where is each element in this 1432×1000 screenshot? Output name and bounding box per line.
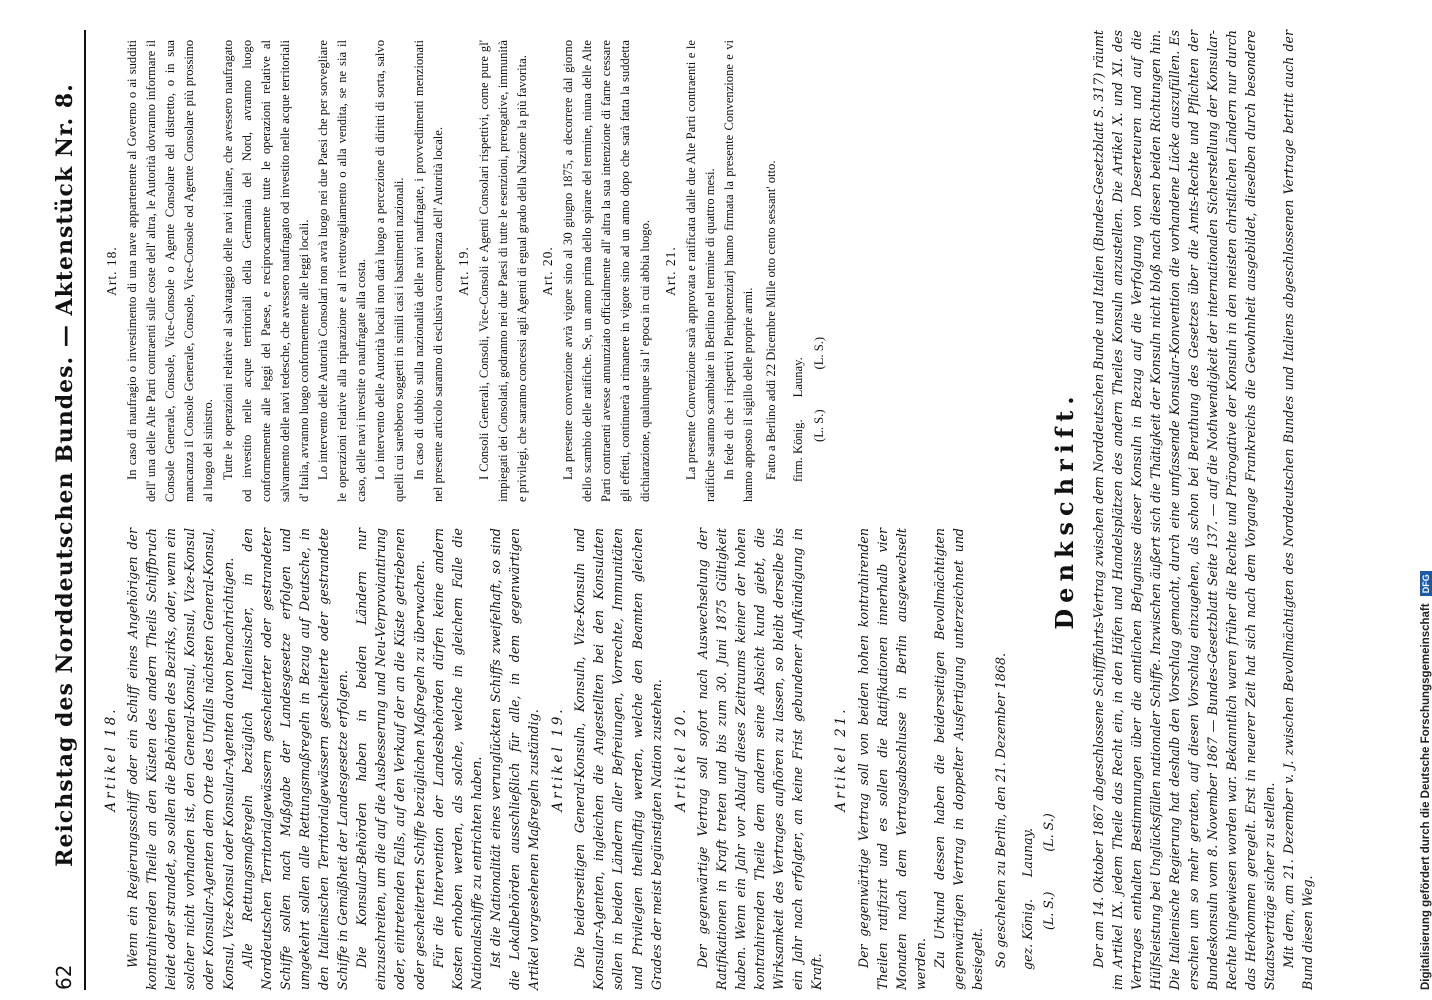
denkschrift-paragraph: Mit dem, am 21. Dezember v. J. zwischen Bevollmächtigten des Norddeutschen Bundes und Italiens abgeschlossenen Vertrage betritt auch der Bund diesen Weg.	[1281, 30, 1315, 990]
german-paragraph: Zu Urkund dessen haben die beiderseitigen Bevollmächtigten gegenwärtigen Vertrag in doppelter Ausfertigung unterzeichnet und besiegelt.	[931, 528, 986, 990]
seal-mark: (L. S.)	[812, 409, 827, 442]
denkschrift-body	[1089, 30, 1317, 990]
document-page	[40, 20, 1400, 1000]
italian-paragraph: In fede di che i rispettivi Plenipotenziarj hanno firmata la presente Convenzione e vi hanno apposto il sigillo delle proprie armi.	[721, 40, 755, 502]
denkschrift-section	[1050, 30, 1317, 990]
german-paragraph: Wenn ein Regierungsschiff oder ein Schiff eines Angehörigen der kontrahirenden Theile an den Küsten des andern Theils Schiffbruch leidet oder strandet, so sollen die Behörden des Bezirks, oder, wenn ein solcher nicht vorhanden ist, den General-Konsul, Konsul, Vize-Konsul oder Konsular-Agenten dem Orte des Unfalls nächsten General-Konsul, Konsul, Vize-Konsul oder Konsular-Agenten davon benachrichtigen.	[125, 528, 236, 990]
german-date-line: So geschehen zu Berlin, den 21. Dezember 1868.	[993, 653, 1009, 968]
footer-credit	[1420, 571, 1432, 990]
header-rule	[84, 30, 86, 990]
italian-paragraph: Tutte le operazioni relative al salvataggio delle navi italiane, che avessero naufragato od investito nelle acque territoriali della Germania del Nord, avranno luogo conformemente alle leggi del Paese, e reciprocamente tutte le operazioni relative al salvamento delle navi tedesche, che avessero naufragato od investito nelle acque territoriali d' Italia, avranno luogo conformemente alle leggi locali.	[220, 40, 311, 502]
german-paragraph: Der gegenwärtige Vertrag soll sofort nach Auswechselung der Ratifikationen in Kraft treten und bis zum 30. Juni 1875 Gültigkeit haben. Wenn ein Jahr vor Ablauf dieses Zeitraums keiner der hohen kontrahirenden Theile dem andern seine Absicht kund giebt, die Wirksamkeit des Vertrages aufhören zu lassen, so bleibt derselbe bis ein Jahr nach erfolgter, an keine Frist gebundener Aufkündigung in Kraft.	[694, 528, 825, 990]
italian-article-heading: Art. 19.	[455, 246, 471, 296]
german-paragraph: Der gegenwärtige Vertrag soll von beiden hohen kontrahirenden Theilen ratifizirt und es sollen die Ratifikationen innerhalb vier Monaten nach dem Vertragsabschlusse in Berlin ausgewechselt werden.	[855, 528, 928, 990]
italian-paragraph: In caso di naufragio o investimento di una nave appartenente al Governo o ai sudditi dell' una delle Alte Parti contraenti sulle coste dell' altra, le Autorità dovranno informare il Console Generale, Console, Vice-Console o Agente Consolare del distretto, o in sua mancanza il Console Generale, Console, Vice-Console od Agente Consolare più prossimo al luogo del sinistro.	[125, 40, 216, 502]
italian-paragraph: La presente convenzione avrà vigore sino al 30 giugno 1875, a decorrere dal giorno dello scambio delle ratifiche. Se, un anno prima dello spirare del termine, niuna delle Alte Parti contraenti avesse annunziato officialmente all' altra la sua intenzione di farne cessare gli effetti, continuerà a rimanere in vigore sino ad un anno dopo che sarà fatta la suddetta dichiarazione, qualunque sia l' epoca in cui abbia luogo.	[561, 40, 652, 502]
german-paragraph: Die beiderseitigen General-Konsuln, Konsuln, Vize-Konsuln und Konsular-Agenten, ingleichen die Angestellten bei den Konsulaten sollen in beiden Ländern aller Befreiungen, Vorrechte, Immunitäten und Privilegien theilhaftig werden, welche den Beamten gleichen Grades der meist begünstigten Nation zustehen.	[572, 528, 664, 990]
italian-paragraph: I Consoli Generali, Consoli, Vice-Consoli e Agenti Consolari rispettivi, come pure gl' impiegati dei Consolati, godranno nei due Paesi di tutte le esenzioni, prerogative, immunità e privilegi, che saranno concessi agli Agenti di egual grado della Nazione la più favorita.	[476, 40, 529, 502]
page-header	[48, 30, 84, 990]
italian-seals	[810, 40, 829, 502]
italian-paragraph: In caso di dubbio sulla nazionalità delle navi naufragate, i provvedimenti menzionati nel presente articolo saranno di esclusiva competenza dell' Autorità locale.	[411, 40, 445, 502]
italian-signatures	[789, 40, 808, 502]
seal-mark: (L. S.)	[1041, 891, 1057, 930]
italian-date-line: Fatto a Berlino addì 22 Dicembre Mille otto cento sessant' otto.	[764, 160, 779, 480]
denkschrift-paragraph: Der am 14. Oktober 1867 abgeschlossene Schifffahrts-Vertrag zwischen dem Norddeutschen Bunde und Italien (Bundes-Gesetzblatt S. 317) räumt im Artikel IX. jedem Theile das Recht ein, in den Häfen und Handelsplätzen des andern Theiles Konsuln anzustellen. Die Artikel X. und XI. des Vertrages enthalten Bestimmungen über die amtlichen Befugnisse dieser Konsuln in Bezug auf die Verfolgung von Deserteuren und auf die Hülfsleistung bei Unglücksfällen nationaler Schiffe. Inzwischen äußert sich die Thätigkeit der Konsuln nicht bloß nach diesen beiden Richtungen hin. Die Italienische Regierung hat deshalb den Vorschlag gemacht, durch eine umfassende Konsular-Konvention die vorhandene Lücke auszufüllen. Es erschien um so mehr geraten, auf diesen Vorschlag einzugehen, als schon bei Berathung des Gesetzes über die Amts-Rechte und Pflichten der Bundeskonsuln vom 8. November 1867 — Bundes-Gesetzblatt Seite 137. — auf die Nothwendigkeit der internationalen Sicherstellung der Konsular-Rechte hingewiesen worden war. Bekanntlich waren früher die Rechte und Prärogative der Konsuln in den meisten christlichen Ländern nur durch das Herkommen geregelt. Erst in neuerer Zeit hat sich nach dem Vorgange Frankreichs die Gewohnheit ausgebildet, dieselben durch besondere Staatsverträge sicher zu stellen.	[1091, 30, 1277, 990]
german-signatures	[1018, 528, 1037, 990]
signatory-name: Launay.	[791, 357, 806, 398]
german-article-heading: Artikel 18.	[103, 706, 119, 812]
denkschrift-title: Denkschrift.	[1050, 390, 1079, 630]
german-paragraph: Die Konsular-Behörden haben in beiden Ländern nur einzuschreiten, um die auf die Ausbesserung und Neu-Verproviantirung oder, eintretenden Falls, auf den Verkauf der an die Küste getriebenen oder gescheiterten Schiffe bezüglichen Maßregeln zu überwachen.	[354, 528, 427, 990]
seal-mark: (L. S.)	[1041, 813, 1057, 852]
running-title: Reichstag des Norddeutschen Bundes. — Aktenstück Nr. 8.	[52, 83, 78, 867]
italian-article-heading: Art. 21.	[662, 246, 678, 296]
german-article-heading: Artikel 21.	[833, 706, 850, 812]
german-column	[96, 528, 1059, 990]
signatory-name: gez. König.	[1020, 898, 1036, 970]
digitization-footer	[1390, 0, 1430, 1000]
german-article-heading: Artikel 19.	[550, 706, 567, 812]
german-paragraph: Alle Rettungsmaßregeln bezüglich Italienischer, in den Norddeutschen Territorialgewässern gescheiterter oder gestrandeter Schiffe sollen nach Maßgabe der Landesgesetze erfolgen und umgekehrt sollen alle Rettungsmaßregeln in Bezug auf Deutsche, in den Italienischen Territorialgewässern gescheiterte oder gestrandete Schiffe in Gemäßheit der Landesgesetze erfolgen.	[239, 528, 351, 990]
italian-column	[96, 40, 829, 502]
italian-article-heading: Art. 18.	[104, 246, 119, 296]
seal-mark: (L. S.)	[812, 336, 827, 370]
footer-text: Digitalisierung gefördert durch die Deutsche Forschungsgemeinschaft	[1420, 603, 1432, 990]
signatory-name: Launay.	[1020, 827, 1036, 877]
page-number: 62	[52, 964, 76, 990]
german-paragraph: Ist die Nationalität eines verunglückten Schiffs zweifelhaft, so sind die Lokalbehörden ausschließlich für alle, in dem gegenwärtigen Artikel vorgesehenen Maßregeln zuständig.	[487, 528, 542, 990]
german-paragraph: Für die Intervention der Landesbehörden dürfen keine andern Kosten erhoben werden, als solche, welche in gleichem Falle die Nationalschiffe zu entrichten haben.	[430, 528, 484, 990]
dfg-logo: DFG	[1420, 571, 1432, 596]
italian-paragraph: La presente Convenzione sarà approvata e ratificata dalle due Alte Parti contraenti e le ratifiche saranno scambiate in Berlino nel termine di quattro mesi.	[683, 40, 717, 502]
signatory-name: firm. König.	[791, 419, 806, 482]
italian-paragraph: Lo intervento delle Autorità Consolari non avrà luogo nei due Paesi che per sorvegliare le operazioni relative alla riparazione e al rivettovagliamento o alla vendita, se ne sia il caso, delle navi investite o naufragate alla costa.	[316, 40, 369, 502]
german-article-heading: Artikel 20.	[672, 706, 689, 812]
italian-article-heading: Art. 20.	[540, 246, 556, 296]
italian-paragraph: Lo intervento delle Autorità locali non darà luogo a percezione di diritti di sorta, salvo quelli cui sarebbero soggetti in simili casi i bastimenti nazionali.	[373, 40, 407, 502]
